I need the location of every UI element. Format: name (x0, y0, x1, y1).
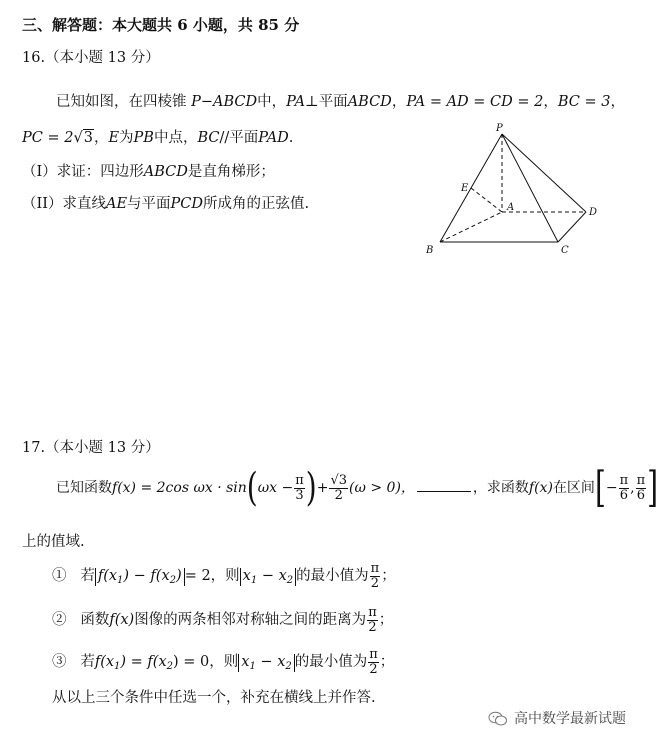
answer-blank[interactable] (417, 479, 471, 492)
q17-condition-1: ① 若 $f(x_1) - f(x_2) = 2$，则 $x_1 - x_2$ 的最小值为 $\frac{\pi}{2}$ ； (52, 561, 396, 591)
watermark: 高中数学最新试题 (488, 708, 626, 728)
label-C: C (561, 245, 569, 256)
q17-function: 已知函数f(x) = 2cos ωx · sin(ωx − $\frac{\pi}{3}$ )+ $\frac{√3}{2}$ (ω > 0)， ，求函数f(x)在区间[− $\frac{\pi}{6}$ , $\frac{\pi}{6}$ ] (56, 462, 659, 513)
q16-part2: （II）求直线AE与平面PCD所成角的正弦值. (22, 196, 310, 212)
q16-stem-line2: PC = 2√3，E为PB中点，BC//平面PAD. (22, 130, 294, 146)
q16-number: 16.（本小题 13 分） (22, 50, 160, 66)
wechat-icon (488, 711, 508, 727)
q17-condition-3: ③ 若$f(x_1) = f(x_2) = 0$，则 $x_1 - x_2$ 的最小值为 $\frac{\pi}{2}$ ； (52, 647, 395, 677)
pyramid-figure (418, 120, 608, 260)
label-D: D (589, 207, 598, 218)
label-B: B (426, 245, 434, 256)
section-title: 三、解答题：本大题共 6 小题，共 85 分 (22, 16, 300, 34)
q17-condition-2: ② 函数f(x)图像的两条相邻对称轴之间的距离为 $\frac{\pi}{2}$ ； (52, 605, 394, 635)
q16-part1: （I）求证：四边形ABCD是直角梯形； (22, 164, 275, 180)
q17-tail: 上的值域. (22, 534, 85, 550)
label-P: P (496, 123, 503, 134)
q17-instruction: 从以上三个条件中任选一个，补充在横线上并作答. (52, 690, 376, 706)
q17-number: 17.（本小题 13 分） (22, 440, 160, 456)
label-A: A (507, 202, 515, 213)
q16-stem-line1: 已知如图，在四棱锥 P−ABCD中，PA⊥平面ABCD，PA = AD = CD = 2，BC = 3， (56, 94, 625, 110)
label-E: E (461, 183, 469, 194)
